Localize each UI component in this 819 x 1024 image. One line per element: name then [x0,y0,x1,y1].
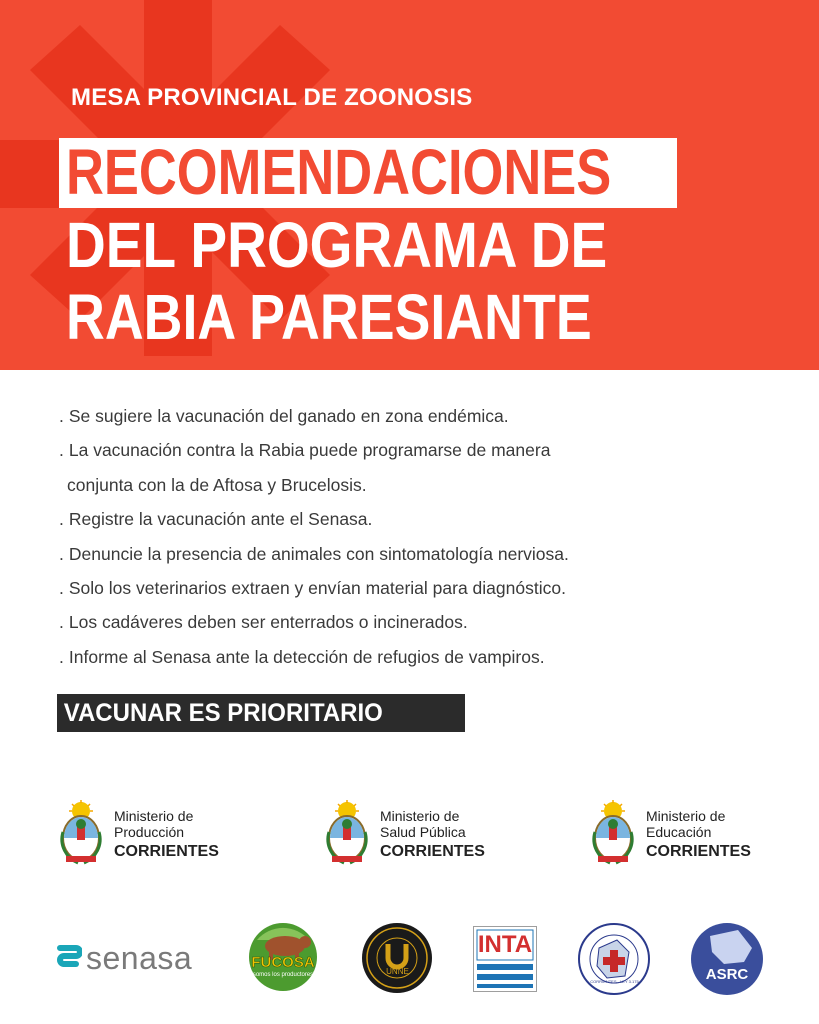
senasa-wordmark: senasa [86,940,193,976]
asrc-logo [690,922,764,996]
list-item: . La vacunación contra la Rabia puede programarse de manera [59,440,551,461]
ministry-name-line2: Salud Pública [380,824,466,840]
ministry-province: CORRIENTES [646,843,751,860]
ministry-name-line2: Producción [114,824,185,840]
priority-label: VACUNAR ES PRIORITARIO [63,699,383,727]
priority-banner [57,694,465,732]
ministry-name-line1: Ministerio de [646,808,726,824]
ministry-salud-publica [322,800,552,870]
hero-banner [0,0,819,370]
asrc-wordmark: ASRC [705,966,749,983]
ministry-province: CORRIENTES [114,843,219,860]
title-line-3: RABIA PARESIANTE [66,281,592,353]
colegio-seal-icon [577,922,652,997]
corrientes-coat-of-arms-icon [322,800,372,870]
title-line-1: RECOMENDACIONES [66,136,612,208]
ministry-name-line2: Educación [646,824,712,840]
corrientes-coat-of-arms-icon [56,800,106,870]
unne-seal-icon [360,922,435,994]
ministry-name-line1: Ministerio de [380,808,460,824]
unne-wordmark: UNNE [386,967,409,976]
fucosa-wordmark: FUCOSA [251,954,315,971]
ministry-educacion [588,800,818,870]
colegio-footer-text: CORRIENTES - LEY 3.175 [590,979,639,984]
list-item: . Informe al Senasa ante la detección de refugios de vampiros. [59,646,545,667]
colegio-veterinarios-logo [577,922,652,997]
asrc-map-icon [690,922,764,996]
list-item: . Se sugiere la vacunación del ganado en zona endémica. [59,406,509,426]
list-item: . Los cadáveres deben ser enterrados o incinerados. [59,612,468,633]
recommendations-list [59,399,679,674]
title-line-2: DEL PROGRAMA DE [66,209,608,281]
senasa-logo-icon [56,944,82,970]
list-item: conjunta con la de Aftosa y Brucelosis. [67,474,367,495]
fucosa-tagline: "somos los productores" [250,972,316,978]
ministry-name-line1: Ministerio de [114,808,194,824]
list-item: . Solo los veterinarios extraen y envían material para diagnóstico. [59,578,566,599]
list-item: . Registre la vacunación ante el Senasa. [59,509,373,530]
list-item: . Denuncie la presencia de animales con sintomatología nerviosa. [59,543,569,564]
supertitle: MESA PROVINCIAL DE ZOONOSIS [71,84,473,111]
ministry-produccion [56,800,286,870]
inta-wordmark: INTA [477,931,533,958]
corrientes-coat-of-arms-icon [588,800,638,870]
fucosa-logo [243,920,323,995]
inta-logo [473,926,537,992]
unne-vet-logo [360,922,435,994]
ministry-province: CORRIENTES [380,843,485,860]
